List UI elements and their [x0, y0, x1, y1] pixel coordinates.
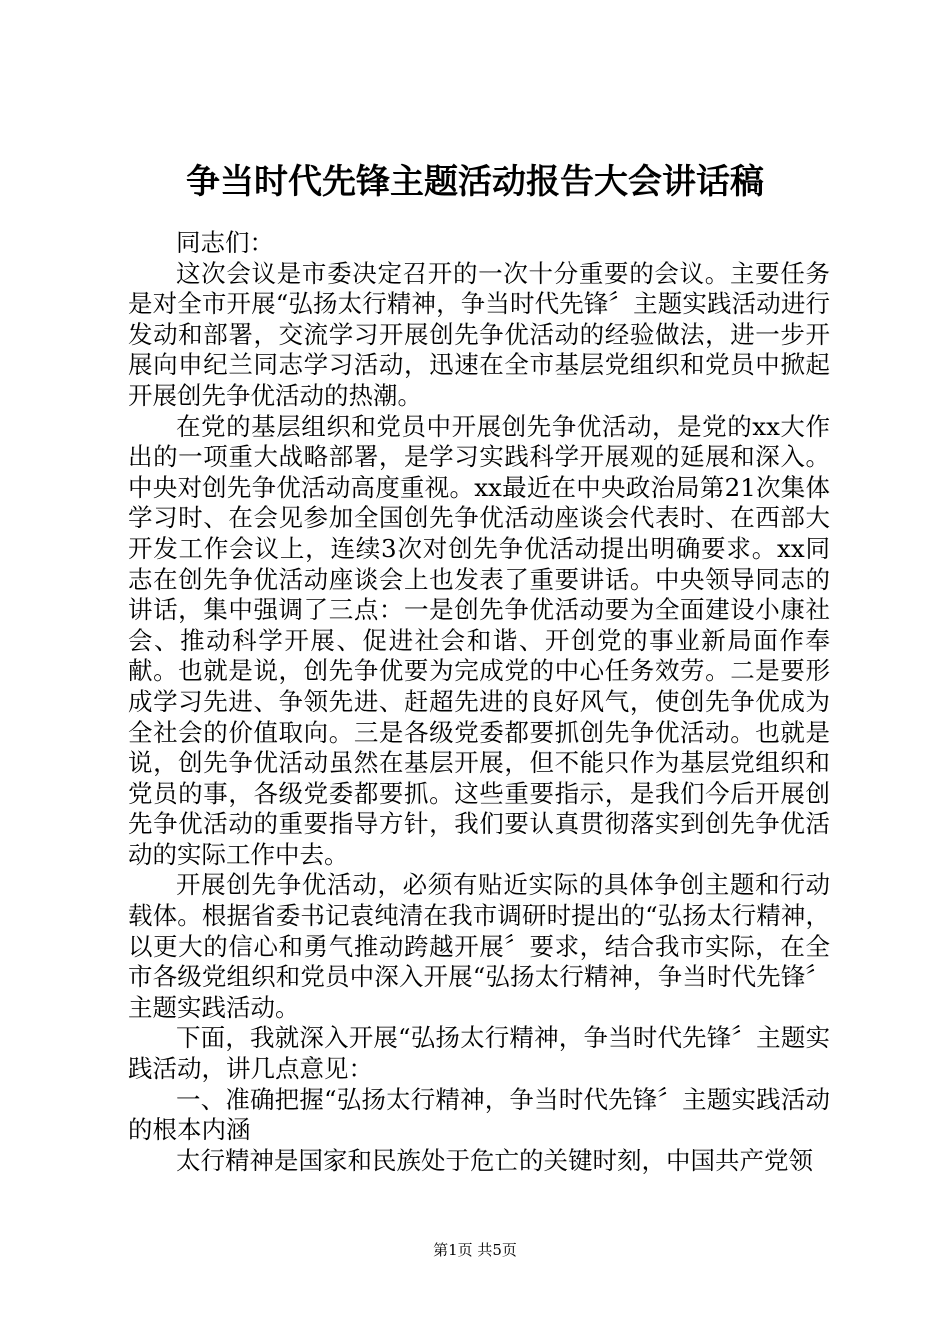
section-heading: 一、准确把握“弘扬太行精神，争当时代先锋〞主题实践活动的根本内涵	[128, 1084, 830, 1145]
body-paragraph: 太行精神是国家和民族处于危亡的关键时刻，中国共产党领	[176, 1145, 813, 1175]
document-title: 争当时代先锋主题活动报告大会讲话稿	[186, 162, 764, 202]
page-number-footer: 第1页 共5页	[433, 1241, 517, 1259]
body-paragraph: 在党的基层组织和党员中开展创先争优活动，是党的xx大作出的一项重大战略部署，是学习实践科学开展观的延展和深入。中央对创先争优活动高度重视。xx最近在中央政治局第21次集体学习时、在会见参加全国创先争优活动座谈会代表时、在西部大开发工作会议上，连续3次对创先争优活动提出明确要求。xx同志在创先争优活动座谈会上也发表了重要讲话。中央领导同志的讲话，集中强调了三点：一是创先争优活动要为全面建设小康社会、推动科学开展、促进社会和谐、开创党的事业新局面作奉献。也就是说，创先争优要为完成党的中心任务效劳。二是要形成学习先进、争领先进、赶超先进的良好风气，使创先争优成为全社会的价值取向。三是各级党委都要抓创先争优活动。也就是说，创先争优活动虽然在基层开展，但不能只作为基层党组织和党员的事，各级党委都要抓。这些重要指示，是我们今后开展创先争优活动的重要指导方针，我们要认真贯彻落实到创先争优活动的实际工作中去。	[128, 411, 830, 869]
body-paragraph: 这次会议是市委决定召开的一次十分重要的会议。主要任务是对全市开展“弘扬太行精神，争当时代先锋〞主题实践活动进行发动和部署，交流学习开展创先争优活动的经验做法，进一步开展向申纪兰同志学习活动，迅速在全市基层党组织和党员中掀起开展创先争优活动的热潮。	[128, 258, 830, 410]
body-paragraph: 下面，我就深入开展“弘扬太行精神，争当时代先锋〞主题实践活动，讲几点意见：	[128, 1023, 830, 1084]
salutation-paragraph: 同志们：	[176, 228, 274, 257]
body-paragraph: 开展创先争优活动，必须有贴近实际的具体争创主题和行动载体。根据省委书记袁纯清在我市调研时提出的“弘扬太行精神，以更大的信心和勇气推动跨越开展〞要求，结合我市实际，在全市各级党组织和党员中深入开展“弘扬太行精神，争当时代先锋〞主题实践活动。	[128, 870, 830, 1022]
document-body	[128, 228, 830, 1176]
